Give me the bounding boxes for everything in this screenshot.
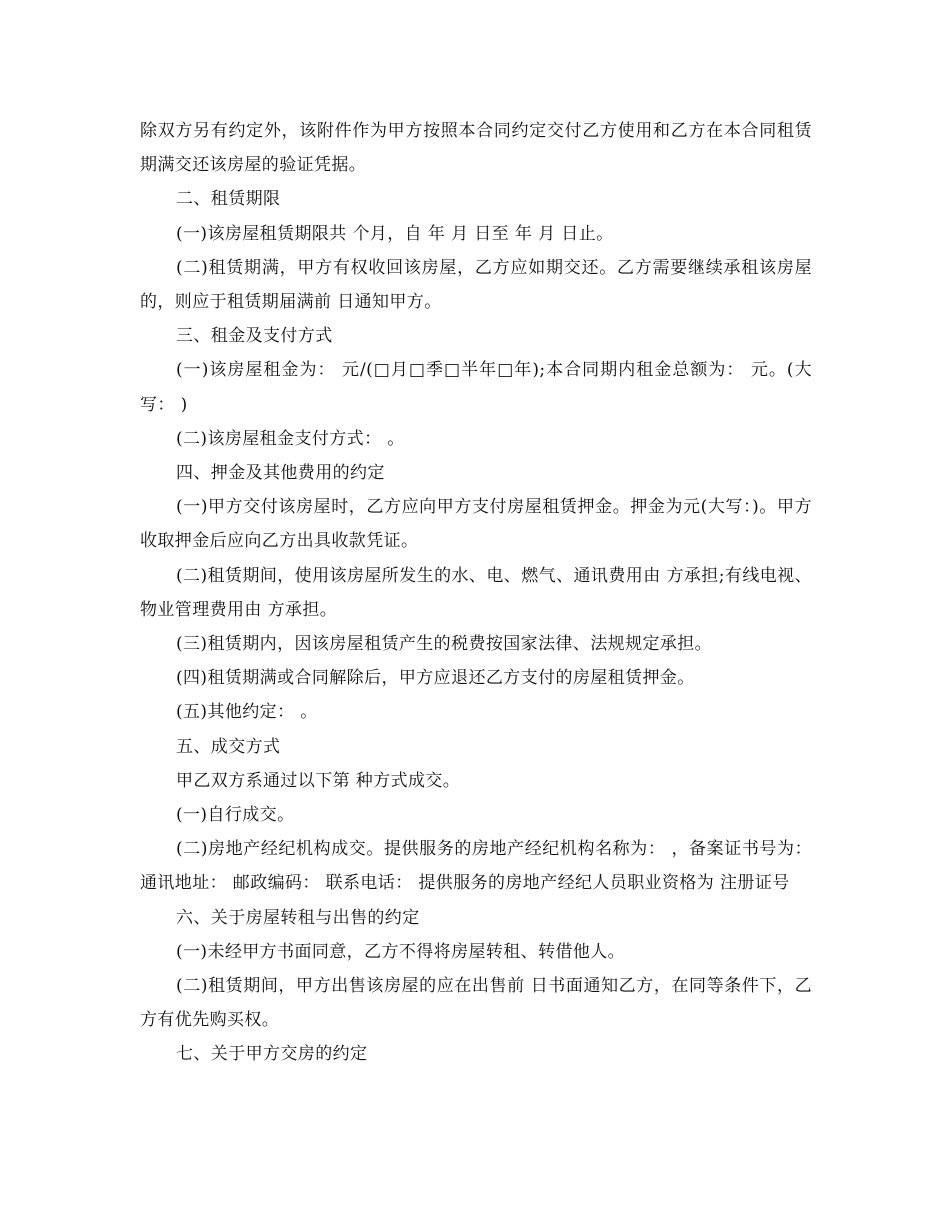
paragraph-attachment-note: 除双方另有约定外，该附件作为甲方按照本合同约定交付乙方使用和乙方在本合同租赁期满交还该房屋的验证凭据。 (140, 121, 812, 176)
paragraph-rent-2: (二)该房屋租金支付方式： 。 (176, 428, 405, 449)
paragraph-transaction-intro: 甲乙双方系通过以下第 种方式成交。 (176, 770, 461, 791)
heading-rent-payment: 三、租金及支付方式 (176, 326, 333, 347)
document-body (140, 114, 812, 1072)
paragraph-transaction-1: (一)自行成交。 (176, 805, 295, 826)
paragraph-lease-term-2: (二)租赁期满，甲方有权收回该房屋，乙方应如期交还。乙方需要继续承租该房屋的，则应于租赁期届满前 日通知甲方。 (140, 257, 812, 313)
paragraph-deposit-1: (一)甲方交付该房屋时，乙方应向甲方支付房屋租赁押金。押金为元(大写：)。甲方收取押金后应向乙方出具收款凭证。 (140, 497, 812, 552)
paragraph-deposit-3: (三)租赁期内，因该房屋租赁产生的税费按国家法律、法规规定承担。 (176, 634, 713, 655)
paragraph-sublease-2: (二)租赁期间，甲方出售该房屋的应在出售前 日书面通知乙方，在同等条件下，乙方有优先购买权。 (140, 976, 812, 1031)
paragraph-deposit-5: (五)其他约定： 。 (176, 702, 318, 723)
paragraph-deposit-2: (二)租赁期间，使用该房屋所发生的水、电、燃气、通讯费用由 方承担;有线电视、物业管理费用由 方承担。 (140, 565, 812, 620)
paragraph-sublease-1: (一)未经甲方书面同意，乙方不得将房屋转租、转借他人。 (176, 941, 626, 962)
heading-sublease-sale: 六、关于房屋转租与出售的约定 (176, 907, 420, 928)
paragraph-deposit-4: (四)租赁期满或合同解除后，甲方应退还乙方支付的房屋租赁押金。 (176, 668, 695, 689)
paragraph-rent-1: (一)该房屋租金为： 元/(□月□季□半年□年);本合同期内租金总额为： 元。(大写： ) (140, 360, 812, 415)
paragraph-transaction-2: (二)房地产经纪机构成交。提供服务的房地产经纪机构名称为： ，备案证书号为： 通讯地址： 邮政编码： 联系电话： 提供服务的房地产经纪人员职业资格为 注册证号 (140, 839, 812, 894)
heading-deposit-fees: 四、押金及其他费用的约定 (176, 463, 385, 484)
heading-handover: 七、关于甲方交房的约定 (176, 1044, 368, 1065)
heading-transaction-method: 五、成交方式 (176, 736, 281, 757)
paragraph-lease-term-1: (一)该房屋租赁期限共 个月，自 年 月 日至 年 月 日止。 (176, 223, 614, 244)
heading-lease-term: 二、租赁期限 (176, 189, 281, 210)
